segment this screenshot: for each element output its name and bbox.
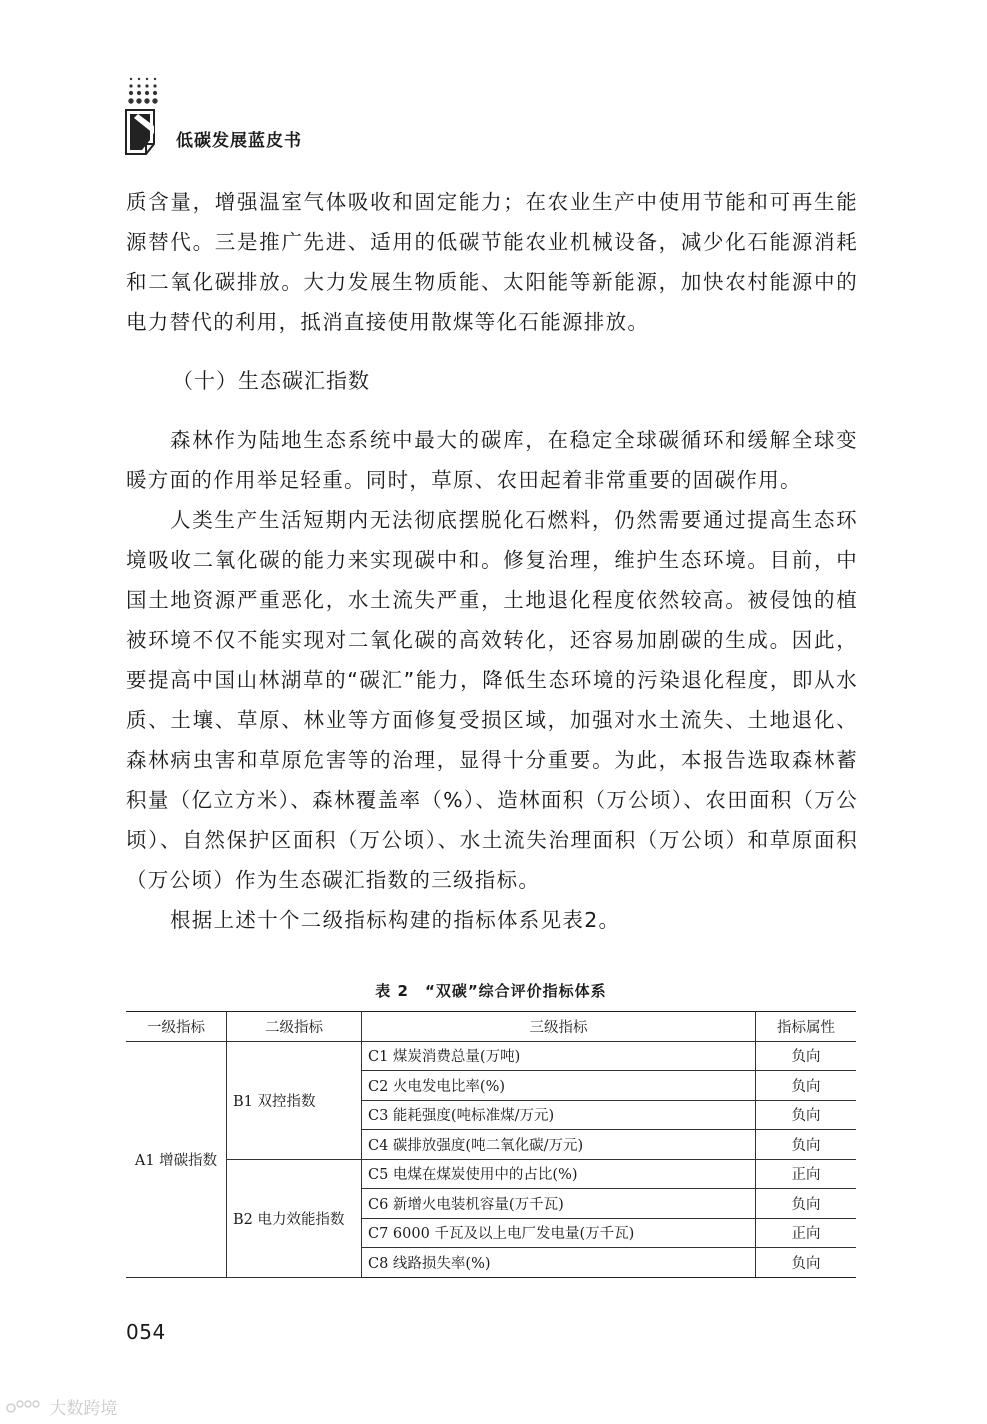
attribute-cell: 负向 — [756, 1100, 857, 1130]
level3-cell: C8 线路损失率(%) — [362, 1248, 756, 1278]
table-caption: 表 2 “双碳”综合评价指标体系 — [375, 982, 607, 1000]
attribute-cell: 正向 — [756, 1159, 857, 1189]
paragraph-forest: 森林作为陆地生态系统中最大的碳库，在稳定全球碳循环和缓解全球变暖方面的作用举足轻重。同时，草原、农田起着非常重要的固碳作用。 — [126, 428, 858, 492]
watermark — [6, 1394, 117, 1421]
running-header — [124, 76, 384, 160]
body-section-content — [126, 420, 858, 940]
book-series-title: 低碳发展蓝皮书 — [176, 131, 302, 151]
paragraph-table-reference: 根据上述十个二级指标构建的指标体系见表2。 — [170, 908, 621, 932]
level3-cell: C5 电煤在煤炭使用中的占比(%) — [362, 1159, 756, 1189]
table-row — [126, 1041, 856, 1071]
paragraph-carbon-sink: 人类生产生活短期内无法彻底摆脱化石燃料，仍然需要通过提高生态环境吸收二氧化碳的能力来实现碳中和。修复治理，维护生态环境。目前，中国土地资源严重恶化，水土流失严重，土地退化程度依然较高。被侵蚀的植被环境不仅不能实现对二氧化碳的高效转化，还容易加剧碳的生成。因此，要提高中国山林湖草的“碳汇”能力，降低生态环境的污染退化程度，即从水质、土壤、草原、林业等方面修复受损区域，加强对水土流失、土地退化、森林病虫害和草原危害等的治理，显得十分重要。为此，本报告选取森林蓄积量（亿立方米）、森林覆盖率（%）、造林面积（万公顷）、农田面积（万公顷）、自然保护区面积（万公顷）、水土流失治理面积（万公顷）和草原面积（万公顷）作为生态碳汇指数的三级指标。 — [126, 508, 858, 892]
level3-cell: C6 新增火电装机容量(万千瓦) — [362, 1189, 756, 1219]
watermark-logo-icon — [6, 1398, 40, 1421]
table-row — [126, 1159, 856, 1189]
header-level2: 二级指标 — [227, 1012, 362, 1042]
level3-cell: C1 煤炭消费总量(万吨) — [362, 1041, 756, 1071]
table-header-row — [126, 1012, 856, 1042]
level2-cell: B2 电力效能指数 — [227, 1159, 362, 1277]
level3-cell: C4 碳排放强度(吨二氧化碳/万元) — [362, 1130, 756, 1160]
header-level3: 三级指标 — [362, 1012, 756, 1042]
level3-cell: C2 火电发电比率(%) — [362, 1071, 756, 1101]
watermark-text: 大数跨境 — [49, 1399, 118, 1419]
attribute-cell: 负向 — [756, 1130, 857, 1160]
header-level1: 一级指标 — [126, 1012, 227, 1042]
attribute-cell: 负向 — [756, 1071, 857, 1101]
level3-cell: C7 6000 千瓦及以上电厂发电量(万千瓦) — [362, 1218, 756, 1248]
level3-cell: C3 能耗强度(吨标准煤/万元) — [362, 1100, 756, 1130]
section-heading: （十）生态碳汇指数 — [172, 369, 370, 393]
attribute-cell: 负向 — [756, 1248, 857, 1278]
page-number: 054 — [126, 1320, 166, 1344]
paragraph-text: 质含量，增强温室气体吸收和固定能力；在农业生产中使用节能和可再生能源替代。三是推广先进、适用的低碳节能农业机械设备，减少化石能源消耗和二氧化碳排放。大力发展生物质能、太阳能等新能源，加快农村能源中的电力替代的利用，抵消直接使用散煤等化石能源排放。 — [126, 190, 858, 334]
body-paragraph-continued — [126, 182, 858, 342]
dot-pattern-decoration — [128, 76, 168, 108]
book-logo-icon — [124, 106, 164, 162]
indicator-system-table — [126, 1011, 856, 1278]
attribute-cell: 负向 — [756, 1189, 857, 1219]
level2-cell: B1 双控指数 — [227, 1041, 362, 1159]
level1-cell: A1 增碳指数 — [126, 1041, 227, 1277]
header-attribute: 指标属性 — [756, 1012, 857, 1042]
attribute-cell: 正向 — [756, 1218, 857, 1248]
attribute-cell: 负向 — [756, 1041, 857, 1071]
